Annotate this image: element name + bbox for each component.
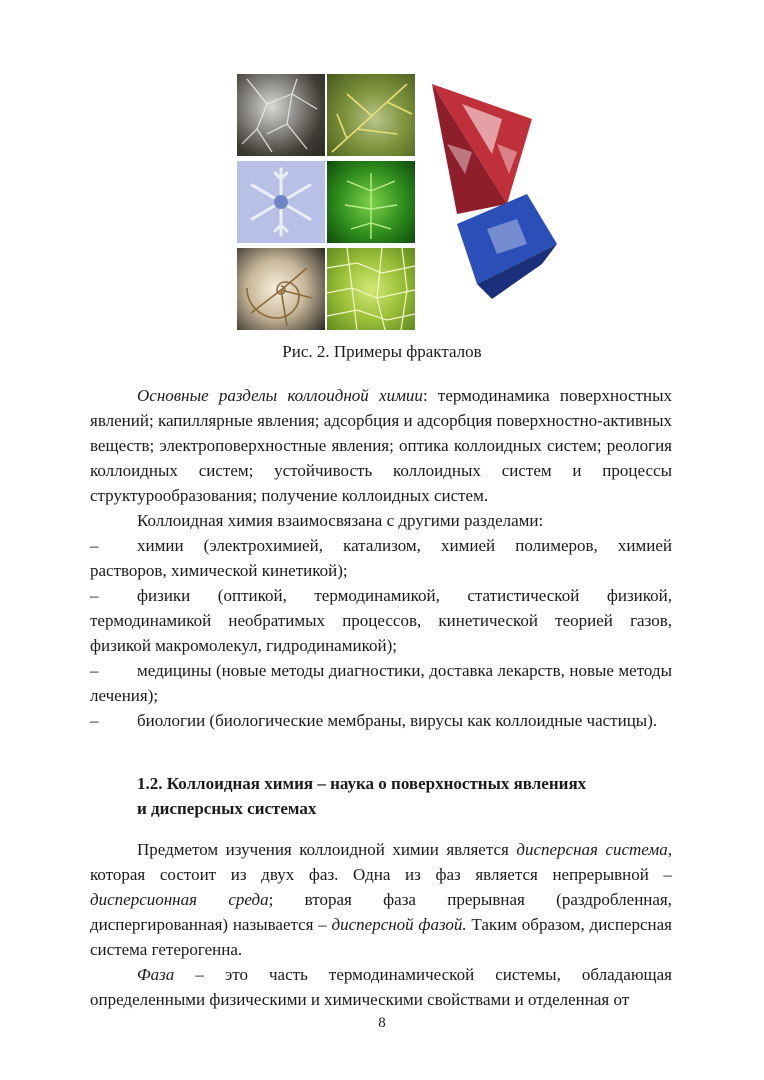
figure-caption: Рис. 2. Примеры фракталов — [282, 342, 482, 361]
paragraph-text: – это часть термодинамической системы, обладающая определенными физическими и химическими свойствами и отделенная от — [90, 965, 672, 1009]
list-item — [90, 658, 672, 708]
paragraph-text: ; вторая фаза прерывная (раздробленная, диспергированная) называется – — [90, 890, 672, 934]
paragraph-sections — [90, 383, 672, 508]
heading-line: и дисперсных системах — [137, 799, 317, 818]
paragraph-text: Таким образом, дисперсная система гетерогенна. — [90, 915, 672, 959]
fractal-figure — [237, 74, 567, 334]
italic-term: Фаза — [137, 965, 175, 984]
list-marker: – — [90, 536, 99, 555]
snowflake-fractal-image — [237, 161, 325, 243]
heading-line: 1.2. Коллоидная химия – наука о поверхностных явлениях — [137, 774, 587, 793]
paragraph-text: Коллоидная химия взаимосвязана с другими разделами: — [137, 511, 544, 530]
italic-term: Основные разделы коллоидной химии — [137, 386, 423, 405]
italic-term: дисперсная система — [516, 840, 668, 859]
italic-term: дисперсионная среда — [90, 890, 269, 909]
leaf-cells-fractal-image — [327, 248, 415, 330]
river-delta-fractal-image — [237, 74, 325, 156]
list-item-text: медицины (новые методы диагностики, доставка лекарств, новые методы лечения); — [90, 661, 672, 705]
paragraph-subject — [90, 837, 672, 962]
list-item-text: биологии (биологические мембраны, вирусы как коллоидные частицы). — [137, 711, 658, 730]
page-number: 8 — [378, 1015, 386, 1031]
paragraph-text: Предметом изучения коллоидной химии является — [137, 840, 517, 859]
nautilus-shell-fractal-image — [237, 248, 325, 330]
paragraph-phase — [90, 962, 672, 1012]
list-marker: – — [90, 711, 99, 730]
list-marker: – — [90, 661, 99, 680]
list-item-text: физики (оптикой, термодинамикой, статистической физикой, термодинамикой необратимых процессов, кинетической теорией газов, физикой макромолекул, гидродинамикой); — [90, 586, 672, 655]
sierpinski-pyramid-fractal-image — [417, 74, 567, 334]
list-item-text: химии (электрохимией, катализом, химией полимеров, химией растворов, химической кинетикой); — [90, 536, 672, 580]
paragraph-related — [90, 508, 672, 533]
list-item — [90, 583, 672, 658]
section-heading — [137, 771, 672, 821]
italic-term: дисперсной фазой. — [331, 915, 467, 934]
list-item — [90, 708, 672, 733]
list-marker: – — [90, 586, 99, 605]
paragraph-text: , которая состоит из двух фаз. Одна из фаз является непрерывной – — [90, 840, 672, 884]
paragraph-text: : термодинамика поверхностных явлений; капиллярные явления; адсорбция и адсорбция поверхностно-активных веществ; электроповерхностные явления; оптика коллоидных систем; реология коллоидных систем; устойчивость коллоидных систем и процессы структурообразования; получение коллоидных систем. — [90, 386, 672, 505]
fern-leaf-fractal-image — [327, 161, 415, 243]
list-item — [90, 533, 672, 583]
leaf-veins-fractal-image — [327, 74, 415, 156]
